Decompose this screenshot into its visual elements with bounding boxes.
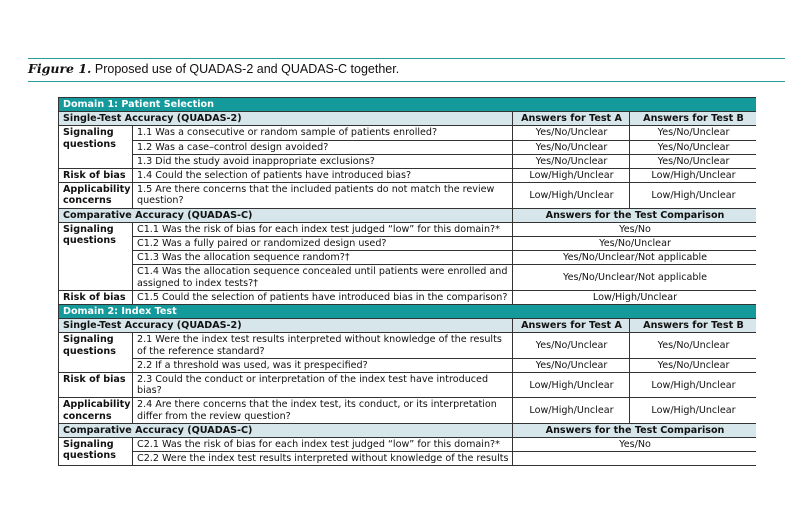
table-row	[59, 452, 757, 466]
question-text: C1.2 Was a fully paired or randomized design used?	[133, 237, 513, 251]
table-row	[59, 154, 757, 168]
domain1-comparative-header-row	[59, 208, 757, 222]
domain1-comp-signaling-label: Signaling questions	[59, 222, 133, 290]
question-text: 2.1 Were the index test results interpreted without knowledge of the results of the reference standard?	[133, 333, 513, 358]
domain2-title: Domain 2: Index Test	[59, 305, 757, 319]
domain2-single-header: Single-Test Accuracy (QUADAS-2)	[59, 319, 513, 333]
answer-test-b: Low/High/Unclear	[630, 373, 757, 398]
domain1-col-b: Answers for Test B	[630, 112, 757, 126]
answer-test-a: Yes/No/Unclear	[513, 358, 630, 372]
question-text: 1.4 Could the selection of patients have introduced bias?	[133, 169, 513, 183]
question-text: 2.3 Could the conduct or interpretation of the index test have introduced bias?	[133, 373, 513, 398]
answer-test-b: Low/High/Unclear	[630, 398, 757, 423]
answer-test-b: Yes/No/Unclear	[630, 358, 757, 372]
answer-test-a: Low/High/Unclear	[513, 169, 630, 183]
question-text: C1.1 Was the risk of bias for each index test judged “low” for this domain?*	[133, 222, 513, 236]
answer-test-a: Yes/No/Unclear	[513, 140, 630, 154]
caption-rule	[28, 81, 785, 82]
answer-test-a: Low/High/Unclear	[513, 373, 630, 398]
answer-test-a: Low/High/Unclear	[513, 183, 630, 208]
answer-test-b: Yes/No/Unclear	[630, 140, 757, 154]
table-row	[59, 373, 757, 398]
domain2-comp-signaling-label: Signaling questions	[59, 438, 133, 466]
domain2-rob-label: Risk of bias	[59, 373, 133, 398]
answer-test-a: Yes/No/Unclear	[513, 154, 630, 168]
table-row	[59, 290, 757, 304]
table-row	[59, 222, 757, 236]
quadas-table	[58, 97, 756, 466]
answer-test-b: Yes/No/Unclear	[630, 333, 757, 358]
figure-caption-text: Proposed use of QUADAS-2 and QUADAS-C together.	[94, 62, 400, 76]
table-row	[59, 333, 757, 358]
answer-test-a: Yes/No/Unclear	[513, 333, 630, 358]
question-text: 2.2 If a threshold was used, was it prespecified?	[133, 358, 513, 372]
domain2-comparison-col: Answers for the Test Comparison	[513, 423, 757, 437]
domain2-col-a: Answers for Test A	[513, 319, 630, 333]
table-row	[59, 265, 757, 290]
question-text: 1.3 Did the study avoid inappropriate exclusions?	[133, 154, 513, 168]
answer-comparison: Yes/No/Unclear/Not applicable	[513, 265, 757, 290]
domain2-single-header-row	[59, 319, 757, 333]
domain1-single-header: Single-Test Accuracy (QUADAS-2)	[59, 112, 513, 126]
domain2-applicability-label: Applicability concerns	[59, 398, 133, 423]
domain1-applicability-label: Applicability concerns	[59, 183, 133, 208]
domain1-rob-label: Risk of bias	[59, 169, 133, 183]
answer-test-b: Yes/No/Unclear	[630, 154, 757, 168]
question-text: C1.5 Could the selection of patients have introduced bias in the comparison?	[133, 290, 513, 304]
domain2-comparative-header: Comparative Accuracy (QUADAS-C)	[59, 423, 513, 437]
domain1-header-row	[59, 98, 757, 112]
table-row	[59, 237, 757, 251]
answer-test-b: Low/High/Unclear	[630, 169, 757, 183]
question-text: 1.5 Are there concerns that the included patients do not match the review question?	[133, 183, 513, 208]
domain2-signaling-label: Signaling questions	[59, 333, 133, 373]
quadas-table-container	[58, 97, 756, 468]
table-row	[59, 398, 757, 423]
domain2-col-b: Answers for Test B	[630, 319, 757, 333]
answer-comparison: Yes/No/Unclear/Not applicable	[513, 251, 757, 265]
answer-test-a: Yes/No/Unclear	[513, 126, 630, 140]
question-text: C2.1 Was the risk of bias for each index test judged “low” for this domain?*	[133, 438, 513, 452]
table-row	[59, 183, 757, 208]
question-text: C2.2 Were the index test results interpreted without knowledge of the results	[133, 452, 513, 466]
figure-caption	[28, 61, 399, 76]
answer-test-b: Yes/No/Unclear	[630, 126, 757, 140]
question-text: C1.3 Was the allocation sequence random?†	[133, 251, 513, 265]
question-text: C1.4 Was the allocation sequence concealed until patients were enrolled and assigned to index tests?†	[133, 265, 513, 290]
domain1-single-header-row	[59, 112, 757, 126]
domain1-title: Domain 1: Patient Selection	[59, 98, 757, 112]
answer-comparison: Yes/No/Unclear	[513, 237, 757, 251]
domain1-signaling-label: Signaling questions	[59, 126, 133, 169]
answer-comparison: Low/High/Unclear	[513, 290, 757, 304]
table-row	[59, 438, 757, 452]
question-text: 1.2 Was a case–control design avoided?	[133, 140, 513, 154]
domain2-comparative-header-row	[59, 423, 757, 437]
table-row	[59, 140, 757, 154]
table-row	[59, 251, 757, 265]
table-row	[59, 358, 757, 372]
domain1-comp-rob-label: Risk of bias	[59, 290, 133, 304]
table-row	[59, 126, 757, 140]
domain1-comparison-col: Answers for the Test Comparison	[513, 208, 757, 222]
top-rule	[28, 58, 785, 59]
answer-comparison	[513, 452, 757, 466]
answer-comparison: Yes/No	[513, 222, 757, 236]
question-text: 2.4 Are there concerns that the index test, its conduct, or its interpretation differ from the review question?	[133, 398, 513, 423]
answer-comparison: Yes/No	[513, 438, 757, 452]
answer-test-b: Low/High/Unclear	[630, 183, 757, 208]
domain1-col-a: Answers for Test A	[513, 112, 630, 126]
table-row	[59, 169, 757, 183]
domain1-comparative-header: Comparative Accuracy (QUADAS-C)	[59, 208, 513, 222]
question-text: 1.1 Was a consecutive or random sample of patients enrolled?	[133, 126, 513, 140]
figure-label: Figure 1.	[28, 61, 92, 76]
answer-test-a: Low/High/Unclear	[513, 398, 630, 423]
domain2-header-row	[59, 305, 757, 319]
